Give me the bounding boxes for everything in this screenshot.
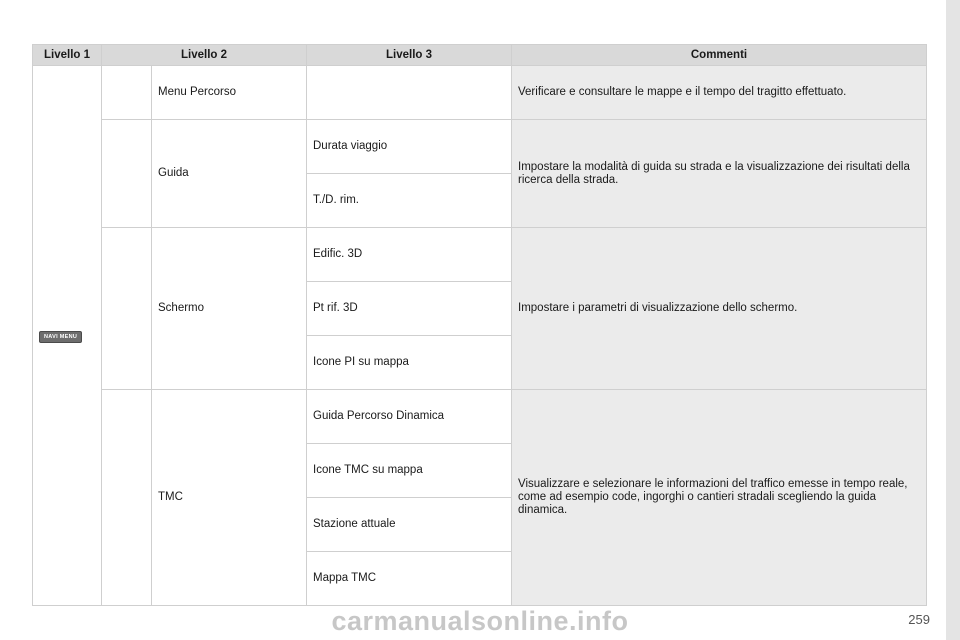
level3-td-rim: T./D. rim.: [307, 174, 512, 228]
header-livello-1: Livello 1: [33, 45, 102, 66]
table-row-tmc: [33, 390, 927, 444]
level3-guida-percorso-dinamica: Guida Percorso Dinamica: [307, 390, 512, 444]
level2-schermo: Schermo: [152, 228, 307, 390]
navi-menu-button-icon: NAVI MENU: [39, 331, 82, 343]
level2-guida: Guida: [152, 120, 307, 228]
watermark: carmanualsonline.info: [331, 606, 629, 636]
header-livello-2: Livello 2: [102, 45, 307, 66]
header-livello-3: Livello 3: [307, 45, 512, 66]
level3-durata-viaggio: Durata viaggio: [307, 120, 512, 174]
level2-menu-percorso: Menu Percorso: [152, 66, 307, 120]
table-row-menu-percorso: [33, 66, 927, 120]
level2-tmc: TMC: [152, 390, 307, 606]
table-header-row: [33, 45, 927, 66]
level3-stazione-attuale: Stazione attuale: [307, 498, 512, 552]
level3-icone-pi: Icone PI su mappa: [307, 336, 512, 390]
spacer-cell: [102, 390, 152, 606]
comment-tmc: Visualizzare e selezionare le informazioni del traffico emesse in tempo reale, come ad esempio code, ingorghi o cantieri stradali scegliendo la guida dinamica.: [512, 390, 927, 606]
level3-pt-rif-3d: Pt rif. 3D: [307, 282, 512, 336]
comment-guida: Impostare la modalità di guida su strada e la visualizzazione dei risultati della ricerca della strada.: [512, 120, 927, 228]
page-edge-strip: [946, 0, 960, 640]
level3-mappa-tmc: Mappa TMC: [307, 552, 512, 606]
spacer-cell: [102, 120, 152, 228]
level3-edific-3d: Edific. 3D: [307, 228, 512, 282]
navi-menu-table: [32, 44, 927, 606]
header-commenti: Commenti: [512, 45, 927, 66]
level3-icone-tmc: Icone TMC su mappa: [307, 444, 512, 498]
comment-menu-percorso: Verificare e consultare le mappe e il tempo del tragitto effettuato.: [512, 66, 927, 120]
page-number: 259: [908, 612, 930, 627]
level1-cell: [33, 66, 102, 606]
spacer-cell: [102, 228, 152, 390]
table-row-schermo: [33, 228, 927, 282]
level3-empty: [307, 66, 512, 120]
spacer-cell: [102, 66, 152, 120]
table-row-guida: [33, 120, 927, 174]
comment-schermo: Impostare i parametri di visualizzazione dello schermo.: [512, 228, 927, 390]
